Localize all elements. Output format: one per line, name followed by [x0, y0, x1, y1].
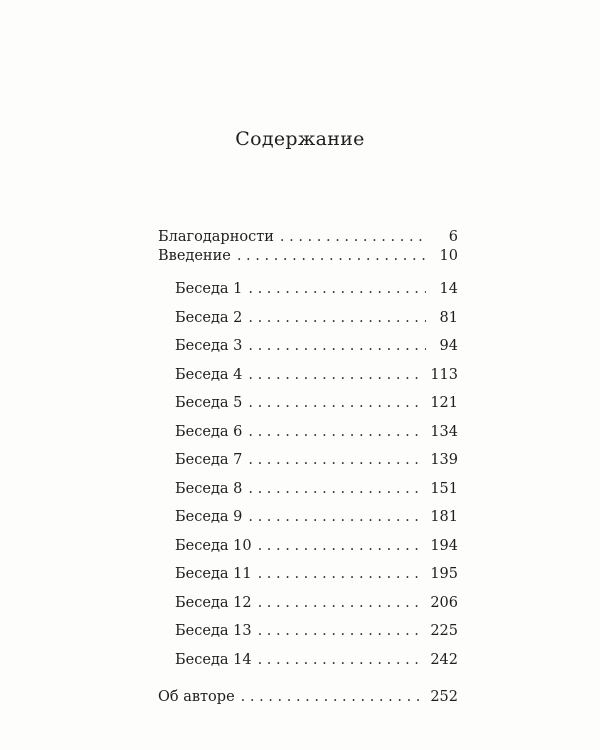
dot-leader — [248, 450, 424, 470]
toc-entry — [175, 593, 458, 613]
toc-entry — [175, 308, 458, 328]
toc-entry-page: 81 — [439, 309, 458, 326]
toc-entry-page: 151 — [430, 480, 458, 497]
toc-entry-label: Беседа 2 — [175, 309, 243, 326]
dot-leader — [241, 687, 425, 707]
toc-entry-label: Беседа 1 — [175, 281, 243, 297]
toc-entry — [158, 687, 458, 707]
dot-leader — [280, 227, 426, 247]
toc-entry-label: Беседа 3 — [175, 338, 243, 354]
dot-leader — [258, 593, 425, 613]
toc-entry — [175, 621, 458, 641]
dot-leader — [248, 279, 426, 299]
toc-entry-page: 225 — [430, 623, 458, 639]
toc-entry — [175, 650, 458, 670]
dot-leader — [248, 393, 424, 413]
toc-entry — [175, 507, 458, 527]
toc-entry-page: 206 — [430, 594, 458, 611]
toc-entry-label: Беседа 14 — [175, 651, 252, 668]
toc-entry-page: 194 — [430, 537, 458, 554]
toc-entry-label: Беседа 8 — [175, 480, 243, 497]
toc-entry-label: Об авторе — [158, 689, 235, 705]
dot-leader — [237, 246, 426, 266]
toc-entry — [175, 365, 458, 385]
toc-entry-page: 252 — [430, 689, 458, 705]
toc-entry-page: 10 — [439, 248, 458, 264]
toc-entry — [175, 336, 458, 356]
toc-entry-label: Благодарности — [158, 229, 274, 245]
toc-entry-page: 121 — [430, 395, 458, 411]
dot-leader — [258, 650, 425, 670]
dot-leader — [258, 564, 425, 584]
toc-entry-page: 6 — [448, 229, 458, 245]
toc-entry-label: Введение — [158, 248, 231, 264]
toc-entry-page: 94 — [439, 338, 458, 354]
toc-entry-page: 14 — [439, 281, 458, 297]
toc-entry — [158, 227, 458, 247]
toc-entry-label: Беседа 5 — [175, 395, 243, 411]
dot-leader — [248, 365, 424, 385]
dot-leader — [248, 308, 426, 328]
toc-entry — [175, 450, 458, 470]
toc-entry-page: 181 — [430, 509, 458, 525]
dot-leader — [258, 536, 425, 556]
dot-leader — [258, 621, 425, 641]
dot-leader — [248, 507, 424, 527]
toc-entry-page: 139 — [430, 452, 458, 468]
toc-entry-label: Беседа 11 — [175, 566, 252, 582]
toc-entry-label: Беседа 7 — [175, 452, 243, 468]
dot-leader — [248, 422, 424, 442]
toc-entry-label: Беседа 4 — [175, 366, 243, 383]
toc-entry-page: 242 — [430, 651, 458, 668]
toc-title: Содержание — [235, 128, 365, 150]
toc-entry-page: 134 — [430, 423, 458, 440]
toc-entry-page: 195 — [430, 566, 458, 582]
toc-entry — [175, 564, 458, 584]
toc-entry-label: Беседа 12 — [175, 594, 252, 611]
toc-entry — [175, 479, 458, 499]
toc-entry-label: Беседа 13 — [175, 623, 252, 639]
toc-entry — [175, 393, 458, 413]
dot-leader — [248, 479, 424, 499]
toc-entry-label: Беседа 9 — [175, 509, 243, 525]
toc-entry — [175, 279, 458, 299]
toc-entry-label: Беседа 10 — [175, 537, 252, 554]
dot-leader — [248, 336, 426, 356]
toc-entry — [175, 536, 458, 556]
toc-entry — [158, 246, 458, 266]
toc-entry-label: Беседа 6 — [175, 423, 243, 440]
toc-entry — [175, 422, 458, 442]
toc-entry-page: 113 — [430, 366, 458, 383]
